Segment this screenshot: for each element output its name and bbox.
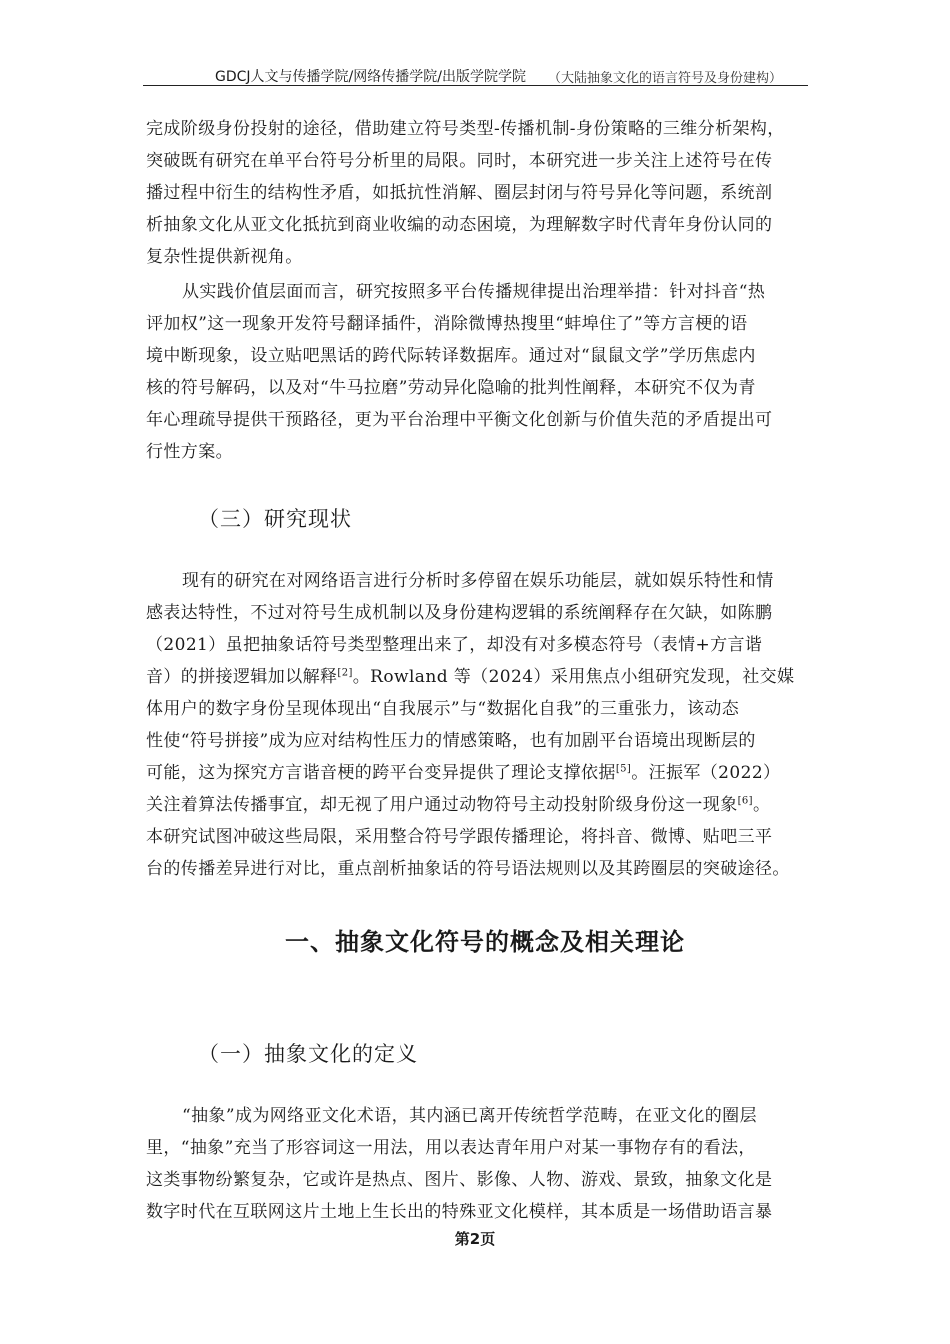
text-line: 年心理疏导提供干预路径，更为平台治理中平衡文化创新与价值失范的矛盾提出可	[146, 410, 773, 430]
page-number: 第2页	[454, 1230, 496, 1248]
text-line: 性使“符号拼接”成为应对结构性压力的情感策略，也有加剧平台语境出现断层的	[146, 731, 756, 751]
text-line: 行性方案。	[146, 442, 233, 462]
text-segment: 。Rowland 等（2024）采用焦点小组研究发现，社交媒	[352, 667, 795, 687]
running-header	[145, 64, 805, 86]
text-line: 评加权”这一现象开发符号翻译插件，消除微博热搜里“蚌埠住了”等方言梗的语	[146, 314, 748, 334]
text-line: 突破既有研究在单平台符号分析里的局限。同时，本研究进一步关注上述符号在传	[146, 151, 773, 171]
text-segment: 。	[752, 795, 771, 815]
text-line	[146, 789, 850, 821]
text-line: 这类事物纷繁复杂，它或许是热点、图片、影像、人物、游戏、景致，抽象文化是	[146, 1170, 773, 1190]
text-segment: 。汪振军（2022）	[631, 763, 781, 783]
paragraph-2	[146, 276, 850, 468]
text-line: 完成阶级身份投射的途径，借助建立符号类型-传播机制-身份策略的三维分析架构，	[146, 119, 785, 139]
text-line: 析抽象文化从亚文化抵抗到商业收编的动态困境，为理解数字时代青年身份认同的	[146, 215, 773, 235]
text-line: 境中断现象，设立贴吧黑话的跨代际转译数据库。通过对“鼠鼠文学”学历焦虑内	[146, 346, 756, 366]
text-segment: 关注着算法传播事宜，却无视了用户通过动物符号主动投射阶级身份这一现象	[146, 795, 738, 815]
text-line	[146, 661, 850, 693]
section-heading-definition: （一）抽象文化的定义	[198, 1042, 418, 1066]
text-line: 里，“抽象”充当了形容词这一用法，用以表达青年用户对某一事物存有的看法，	[146, 1138, 756, 1158]
text-line	[146, 757, 850, 789]
text-line: 复杂性提供新视角。	[146, 247, 303, 267]
citation-marker: [2]	[337, 667, 353, 679]
chapter-title: 一、抽象文化符号的概念及相关理论	[285, 928, 685, 956]
text-line: 数字时代在互联网这片土地上生长出的特殊亚文化模样，其本质是一场借助语言暴	[146, 1202, 773, 1222]
text-line: 台的传播差异进行对比，重点剖析抽象话的符号语法规则以及其跨圈层的突破途径。	[146, 859, 790, 879]
text-segment: 可能，这为探究方言谐音梗的跨平台变异提供了理论支撑依据	[146, 763, 616, 783]
text-line: 核的符号解码，以及对“牛马拉磨”劳动异化隐喻的批判性阐释，本研究不仅为青	[146, 378, 756, 398]
header-institution: GDCJ人文与传播学院/网络传播学院/出版学院学院	[215, 69, 526, 85]
paragraph-4	[146, 1100, 850, 1228]
citation-marker: [6]	[737, 795, 753, 807]
text-line: 感表达特性，不过对符号生成机制以及身份建构逻辑的系统阐释存在欠缺，如陈鹏	[146, 603, 773, 623]
header-rule	[143, 85, 808, 86]
paragraph-1	[146, 113, 850, 273]
text-segment: 音）的拼接逻辑加以解释	[146, 667, 338, 687]
paragraph-3	[146, 565, 850, 885]
text-line: （2021）虽把抽象话符号类型整理出来了，却没有对多模态符号（表情+方言谐	[146, 635, 763, 655]
text-line: 从实践价值层面而言，研究按照多平台传播规律提出治理举措：针对抖音“热	[182, 282, 766, 302]
header-thesis-title: （大陆抽象文化的语言符号及身份建构）	[548, 71, 783, 86]
text-line: 本研究试图冲破这些局限，采用整合符号学跟传播理论，将抖音、微博、贴吧三平	[146, 827, 773, 847]
text-line: 现有的研究在对网络语言进行分析时多停留在娱乐功能层，就如娱乐特性和情	[182, 571, 774, 591]
citation-marker: [5]	[615, 763, 632, 775]
section-heading-status: （三）研究现状	[198, 507, 352, 531]
text-line: 体用户的数字身份呈现体现出“自我展示”与“数据化自我”的三重张力，该动态	[146, 699, 740, 719]
text-line: 播过程中衍生的结构性矛盾，如抵抗性消解、圈层封闭与符号异化等问题，系统剖	[146, 183, 773, 203]
text-line: “抽象”成为网络亚文化术语，其内涵已离开传统哲学范畴，在亚文化的圈层	[182, 1106, 757, 1126]
